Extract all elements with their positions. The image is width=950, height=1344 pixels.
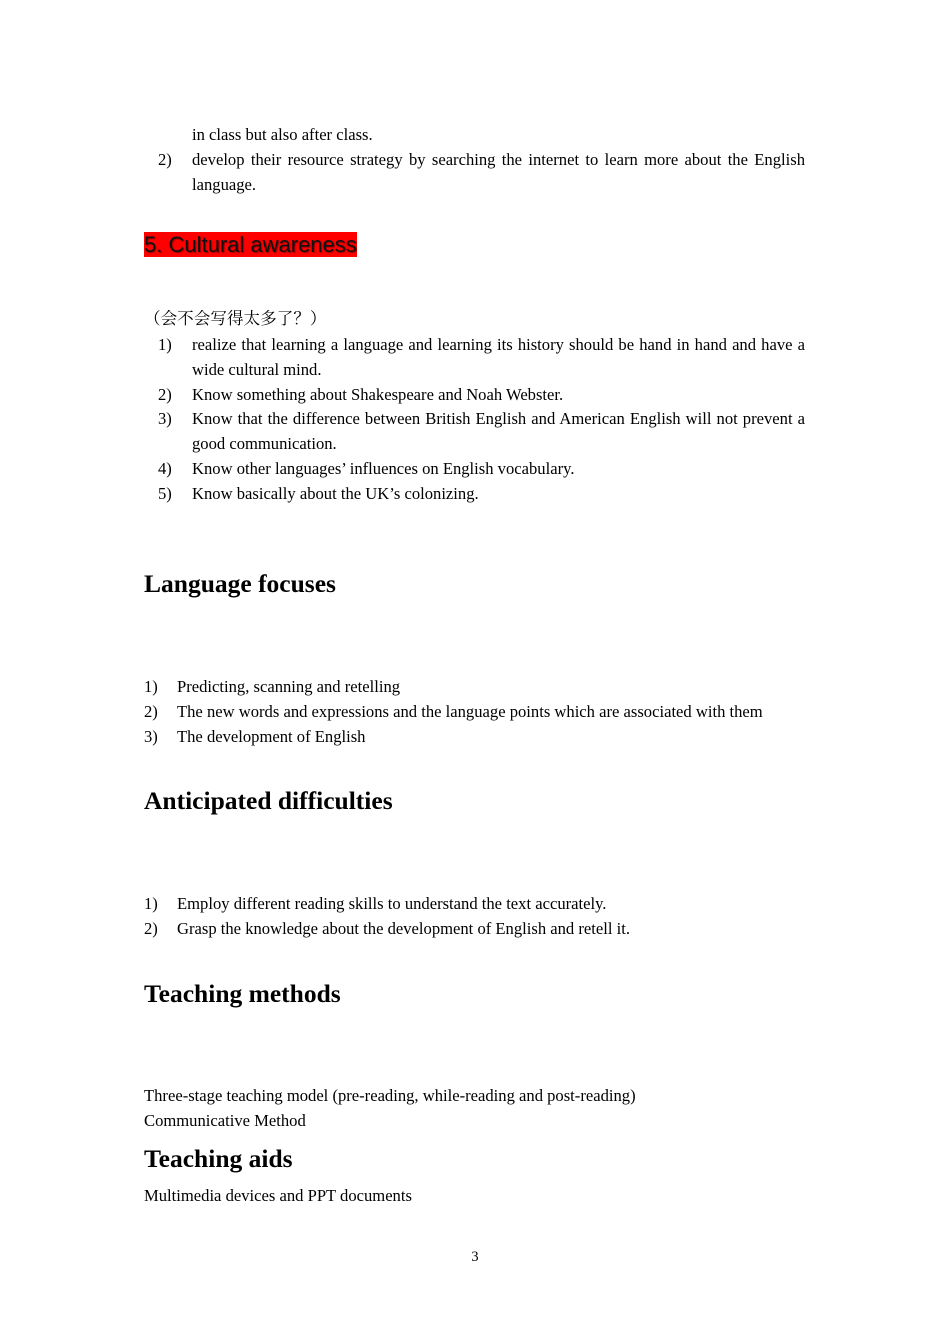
list-text: Grasp the knowledge about the development of English and retell it. (177, 918, 630, 938)
list-item (144, 892, 805, 917)
list-number: 3) (144, 726, 158, 746)
continued-text: in class but also after class. (192, 125, 373, 144)
list-item (144, 725, 805, 750)
list-text: realize that learning a language and learning its history should be hand in hand and have a wide cultural mind. (192, 335, 805, 379)
list-item (144, 917, 805, 942)
list-text: Know something about Shakespeare and Noah Webster. (192, 384, 564, 404)
teaching-method-line: Communicative Method (144, 1110, 306, 1130)
teaching-methods-heading: Teaching methods (144, 979, 341, 1008)
list-number: 1) (144, 677, 158, 696)
list-number: 3) (158, 409, 172, 429)
list-text: Know that the difference between British English and American English will not prevent a good communication. (192, 409, 805, 454)
list-item-continuation (158, 123, 805, 148)
list-text: develop their resource strategy by searching the internet to learn more about the English language. (192, 149, 805, 194)
cultural-awareness-heading: 5. Cultural awareness (144, 232, 357, 257)
teaching-aids-line: Multimedia devices and PPT documents (144, 1186, 412, 1205)
teaching-aids-text (144, 1184, 805, 1209)
list-item (158, 457, 805, 482)
teaching-method-line: Three-stage teaching model (pre-reading, while-reading and post-reading) (144, 1086, 636, 1105)
page-number: 3 (471, 1249, 479, 1265)
list-text: Employ different reading skills to understand the text accurately. (177, 894, 607, 913)
list-item (158, 383, 805, 408)
list-number: 2) (144, 701, 158, 721)
anticipated-difficulties-list (144, 892, 805, 942)
list-number: 2) (144, 918, 158, 938)
list-item (144, 700, 805, 725)
list-text: The new words and expressions and the language points which are associated with them (177, 701, 763, 721)
list-text: Know other languages’ influences on English vocabulary. (192, 458, 575, 478)
list-number: 1) (144, 894, 158, 913)
cultural-awareness-list (158, 333, 805, 507)
comment-note: （会不会写得太多了？） (144, 309, 327, 328)
language-focuses-list (144, 675, 805, 749)
learning-strategy-list (158, 123, 805, 197)
list-number: 5) (158, 483, 172, 503)
list-item (158, 148, 805, 198)
list-text: Predicting, scanning and retelling (177, 677, 401, 696)
list-item (158, 482, 805, 507)
language-focuses-heading: Language focuses (144, 569, 336, 598)
list-item (158, 407, 805, 457)
list-text: The development of English (177, 726, 366, 746)
teaching-aids-heading: Teaching aids (144, 1144, 293, 1173)
anticipated-difficulties-heading: Anticipated difficulties (144, 786, 393, 815)
list-text: Know basically about the UK’s colonizing. (192, 483, 479, 503)
list-item (158, 333, 805, 383)
cultural-awareness-heading-wrap (144, 232, 357, 257)
teaching-methods-text (144, 1084, 805, 1134)
list-number: 2) (158, 384, 172, 404)
list-item (144, 675, 805, 700)
list-number: 1) (158, 335, 172, 354)
list-number: 4) (158, 458, 172, 478)
list-number: 2) (158, 149, 172, 169)
